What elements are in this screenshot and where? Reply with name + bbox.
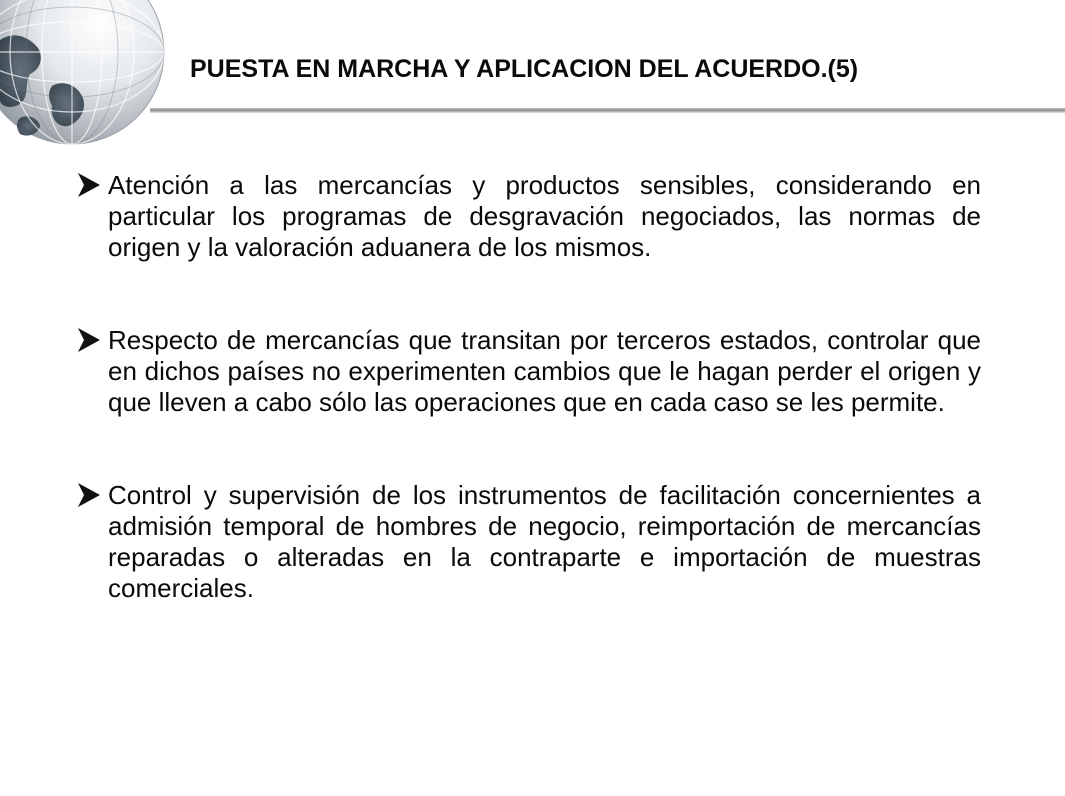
bullet-text: Respecto de mercancías que transitan por terceros estados, controlar que en dichos países no experimenten cambios que le hagan perder el origen y que lleven a cabo sólo las operaciones que en cada caso se les permite. <box>108 325 981 417</box>
bullet-text: Control y supervisión de los instrumentos de facilitación concernientes a admisión temporal de hombres de negocio, reimportación de mercancías reparadas o alteradas en la contraparte e importación de muestras comerciales. <box>108 480 981 603</box>
title-divider <box>150 106 1065 116</box>
bullet-list <box>76 170 981 604</box>
arrowhead-icon <box>76 327 102 353</box>
bullet-text: Atención a las mercancías y productos sensibles, considerando en particular los programas de desgravación negociados, las normas de origen y la valoración aduanera de los mismos. <box>108 170 981 262</box>
bullet-item <box>76 480 981 604</box>
arrowhead-icon <box>76 482 102 508</box>
bullet-item <box>76 325 981 418</box>
arrowhead-icon <box>76 172 102 198</box>
globe-icon <box>0 0 165 145</box>
slide-title: PUESTA EN MARCHA Y APLICACION DEL ACUERDO.(5) <box>190 55 859 83</box>
bullet-item <box>76 170 981 263</box>
